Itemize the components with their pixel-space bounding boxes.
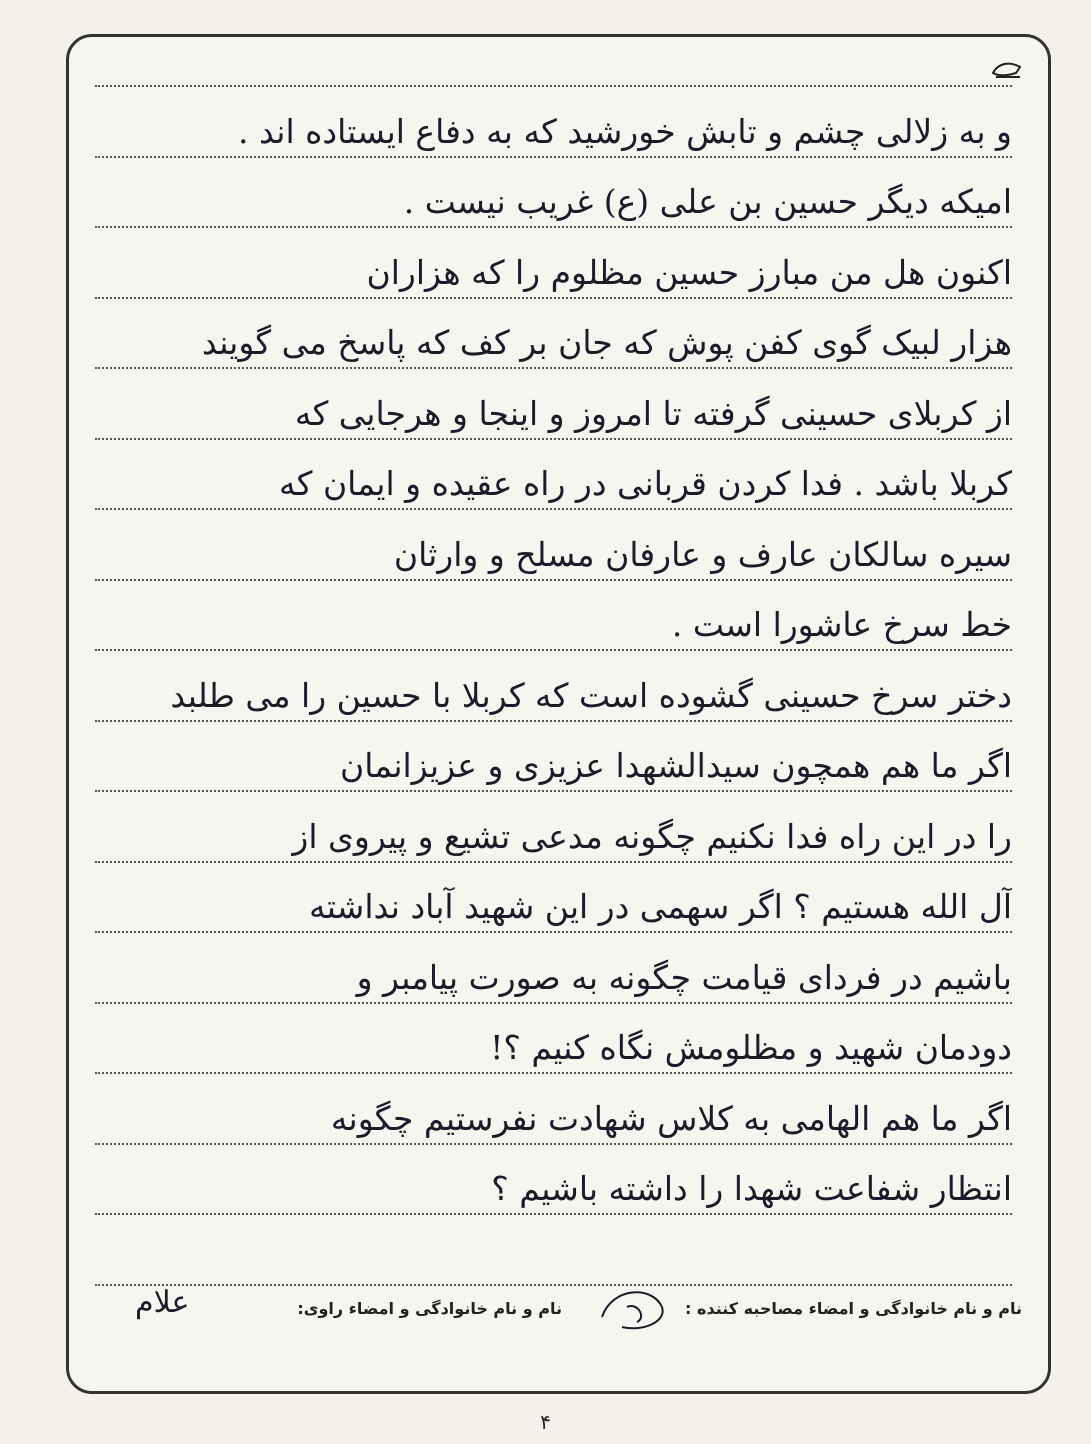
ruled-line [95,508,1012,510]
handwritten-line: اکنون هل من مبارز حسین مظلوم را که هزاران [366,252,1012,292]
signature-footer [95,1277,1022,1367]
handwritten-line: خط سرخ عاشورا است . [671,605,1012,644]
handwritten-line: سیره سالکان عارف و عارفان مسلح و وارثان [393,534,1012,574]
handwritten-line: هزار لبیک گوی کفن پوش که جان بر کف که پاسخ می گویند [201,323,1012,362]
handwritten-line: امیکه دیگر حسین بن علی (ع) غریب نیست . [403,182,1012,221]
handwritten-line: دودمان شهید و مظلومش نگاه کنیم ؟! [490,1028,1012,1067]
page-number: ۴ [540,1410,551,1434]
form-page [66,34,1051,1394]
ruled-line [95,649,1012,651]
handwritten-line: از کربلای حسینی گرفته تا امروز و اینجا و هرجایی که [294,393,1012,433]
handwritten-line: باشیم در فردای قیامت چگونه به صورت پیامبر و [356,957,1012,997]
ruled-line [95,226,1012,228]
ruled-line [95,790,1012,792]
ruled-line [95,1213,1012,1215]
ruled-lines [95,37,1012,1391]
handwritten-line: اگر ما هم الهامی به کلاس شهادت نفرستیم چگونه [330,1098,1012,1138]
handwritten-line: آل الله هستیم ؟ اگر سهمی در این شهید آباد نداشته [309,887,1012,926]
ruled-line [95,438,1012,440]
handwritten-line: و به زلالی چشم و تابش خورشید که به دفاع ایستاده اند . [237,111,1012,151]
ruled-line [95,1002,1012,1004]
ruled-line [95,579,1012,581]
ruled-line [95,861,1012,863]
ruled-line [95,1143,1012,1145]
handwritten-line: اگر ما هم همچون سیدالشهدا عزیزی و عزیزانمان [339,746,1012,785]
ruled-line [95,931,1012,933]
handwritten-line: دختر سرخ حسینی گشوده است که کربلا با حسین را می طلبد [170,675,1012,715]
ruled-line [95,1072,1012,1074]
ruled-line [95,85,1012,87]
ruled-line [95,156,1012,158]
handwritten-line: را در این راه فدا نکنیم چگونه مدعی تشیع و پیروی از [292,816,1012,856]
ruled-line [95,297,1012,299]
narrator-signature-label: نام و نام خانوادگی و امضاء راوی: [297,1299,562,1318]
handwritten-line: انتظار شفاعت شهدا را داشته باشیم ؟ [491,1169,1012,1208]
narrator-name: علام [135,1285,190,1320]
interviewer-signature-label: نام و نام خانوادگی و امضاء مصاحبه کننده : [685,1299,1022,1318]
ruled-line [95,720,1012,722]
ruled-line [95,367,1012,369]
handwritten-line: کربلا باشد . فدا کردن قربانی در راه عقیده و ایمان که [279,464,1012,503]
interviewer-signature [582,1277,692,1347]
